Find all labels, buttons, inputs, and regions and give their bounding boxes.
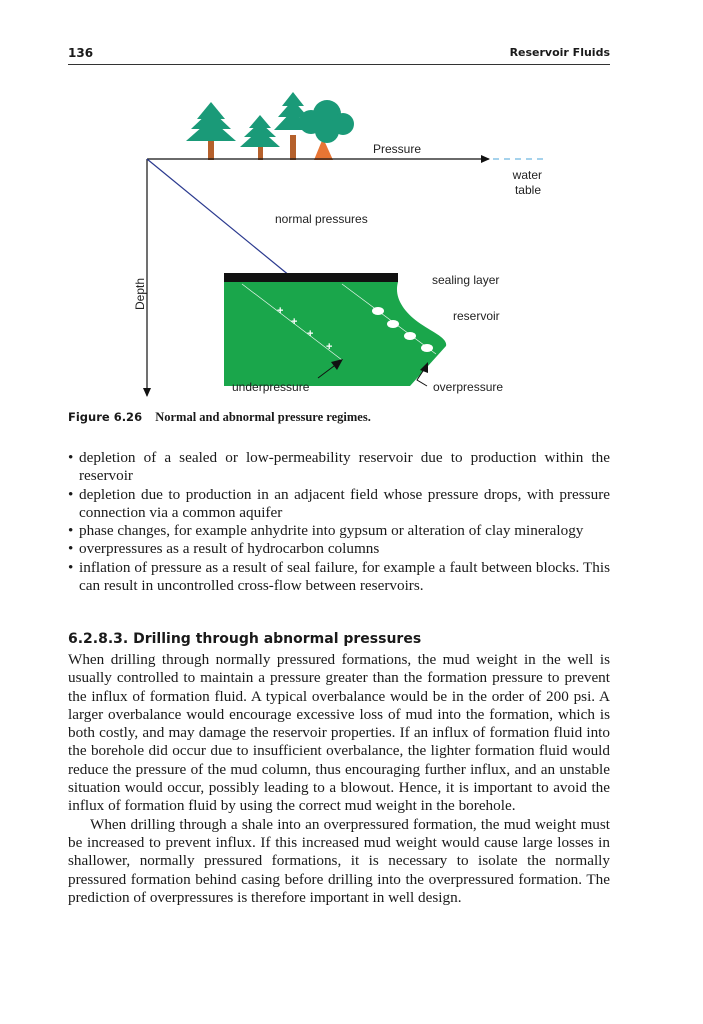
- water-table-label-line1: water: [512, 168, 542, 182]
- underpressure-label: underpressure: [232, 380, 310, 394]
- trees-illustration: [186, 92, 354, 160]
- pressure-regimes-diagram: [0, 80, 703, 410]
- list-item: • depletion of a sealed or low-permeability reservoir due to production within the reservoir: [68, 449, 610, 485]
- sealing-layer-label: sealing layer: [432, 273, 500, 287]
- plus-marker: +: [291, 316, 298, 328]
- pressure-label: Pressure: [373, 142, 422, 156]
- normal-pressure-line: [147, 159, 290, 276]
- list-item: • overpressures as a result of hydrocarbon columns: [68, 540, 380, 558]
- normal-pressures-label: normal pressures: [275, 212, 368, 226]
- paragraph: When drilling through normally pressured formations, the mud weight in the well is usually controlled to maintain a pressure greater than the formation pressure to prevent the influx of formation fluid. A typical overbalance would be in the order of 200 psi. A larger overbalance would encourage excessive loss of mud into the formation, which is both costly, and may damage the reservoir properties. If an influx of formation fluid into the borehole did occur due to insufficient overbalance, the lighter formation fluid would reduce the pressure of the mud column, thus encouraging further influx, and an unstable situation would occur, possibly leading to a blowout. Hence, it is important to avoid the influx of formation fluid by using the correct mud weight in the borehole.: [68, 651, 610, 815]
- section-heading: 6.2.8.3. Drilling through abnormal pressures: [68, 631, 422, 647]
- page-header: [68, 44, 610, 65]
- sealing-layer-bar: [224, 273, 398, 282]
- figure-caption-text: Normal and abnormal pressure regimes.: [155, 410, 371, 424]
- page-number: 136: [68, 46, 94, 60]
- plus-marker: +: [307, 328, 314, 340]
- paragraph: When drilling through a shale into an overpressured formation, the mud weight must be increased to prevent influx. If this increased mud weight would cause large losses in shallower, normally pressured formations, it is necessary to isolate the normally pressured formation behind casing before drilling into the overpressured formation. The prediction of overpressures is therefore important in well design.: [68, 815, 610, 906]
- bullet-list: [68, 449, 610, 595]
- body-text: [68, 651, 610, 907]
- figure-number: Figure 6.26: [68, 410, 143, 424]
- list-item: • inflation of pressure as a result of seal failure, for example a fault between blocks. This can result in uncontrolled cross-flow between reservoirs.: [68, 558, 610, 595]
- water-table-label-line2: table: [514, 183, 541, 197]
- list-item: • phase changes, for example anhydrite into gypsum or alteration of clay mineralogy: [68, 522, 584, 540]
- plus-marker: +: [326, 341, 333, 353]
- figure-caption: [68, 410, 371, 425]
- reservoir-label: reservoir: [453, 309, 500, 323]
- plus-marker: +: [277, 305, 284, 317]
- list-item: • depletion due to production in an adjacent field whose pressure drops, with pressure connection via a common aquifer: [68, 485, 610, 521]
- overpressure-label: overpressure: [433, 380, 504, 394]
- depth-label: Depth: [133, 277, 147, 310]
- running-title: Reservoir Fluids: [509, 46, 610, 59]
